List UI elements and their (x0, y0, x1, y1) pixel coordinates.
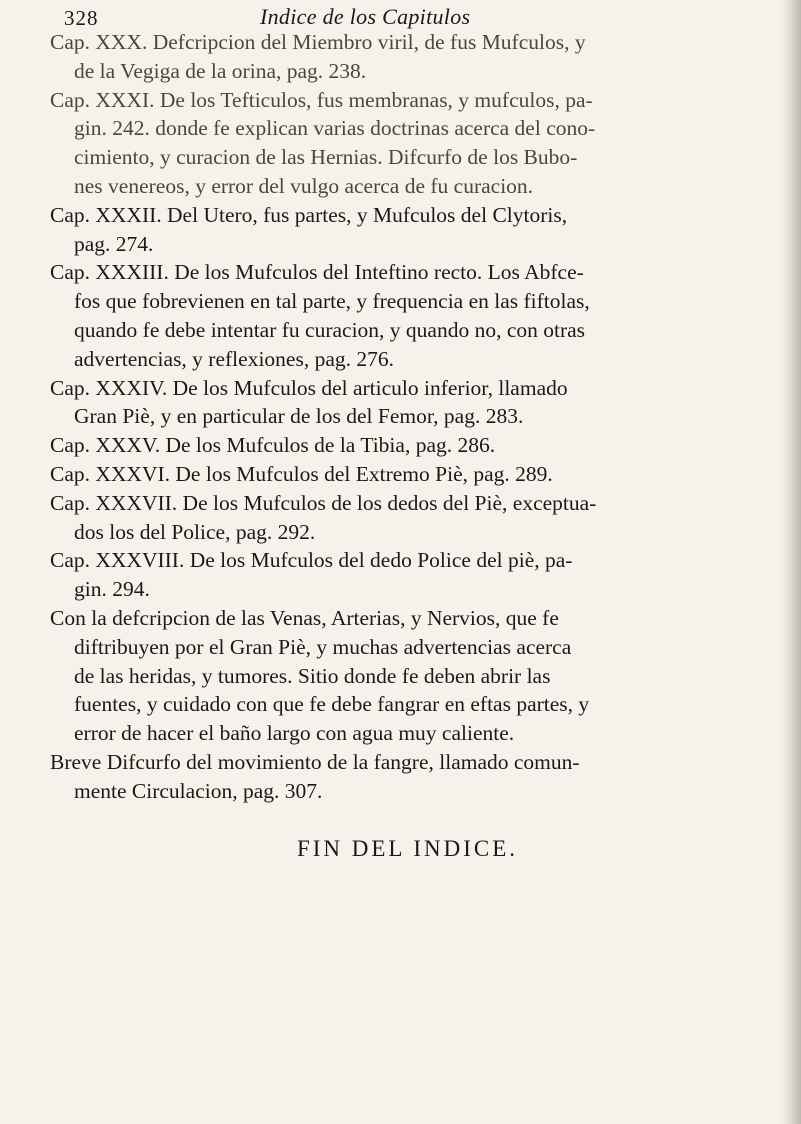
index-entry-cap-33: Cap. XXXIII. De los Mufculos del Inteftino recto. Los Abfce- fos que fobrevienen en tal parte, y frequencia en las fiftolas, quando fe debe intentar fu curacion, y quando no, con otras advertencias, y reflexiones, pag. 276. (50, 260, 590, 371)
index-entry-cap-31: Cap. XXXI. De los Tefticulos, fus membranas, y mufculos, pa- gin. 242. donde fe explican varias doctrinas acerca del cono- cimiento, y curacion de las Hernias. Difcurfo de los Bubo- nes venereos, y error del vulgo acerca de fu curacion. (50, 87, 596, 198)
index-entry-cap-35: Cap. XXXV. De los Mufculos de la Tibia, pag. 286. (50, 433, 496, 458)
chapter-index (50, 28, 775, 806)
index-entry-cap-34: Cap. XXXIV. De los Mufculos del articulo inferior, llamado Gran Piè, y en particular de los del Femor, pag. 283. (50, 375, 568, 429)
index-entry-cap-38: Cap. XXXVIII. De los Mufculos del dedo Police del piè, pa- gin. 294. (50, 548, 573, 602)
running-title: Indice de los Capitulos (260, 4, 471, 29)
index-entry-cap-36: Cap. XXXVI. De los Mufculos del Extremo Piè, pag. 289. (50, 461, 553, 486)
index-entry-cap-37: Cap. XXXVII. De los Mufculos de los dedos del Piè, exceptua- dos los del Police, pag. 292. (50, 490, 597, 544)
index-entry-cap-30: Cap. XXX. Defcripcion del Miembro viril, de fus Mufculos, y de la Vegiga de la orina, pag. 238. (50, 30, 586, 83)
index-entry-venas: Con la defcripcion de las Venas, Arterias, y Nervios, que fe diftribuyen por el Gran Piè, y muchas advertencias acerca de las heridas, y tumores. Sitio donde fe deben abrir las fuentes, y cuidado con que fe debe fangrar en eftas partes, y error de hacer el baño largo con agua muy caliente. (50, 605, 590, 746)
page-number: 328 (64, 6, 99, 30)
page-edge-shadow (779, 0, 801, 1124)
index-entry-cap-32: Cap. XXXII. Del Utero, fus partes, y Mufculos del Clytoris, pag. 274. (50, 202, 568, 256)
index-entry-circulacion: Breve Difcurfo del movimiento de la fangre, llamado comun- mente Circulacion, pag. 307. (50, 749, 580, 803)
colophon: FIN DEL INDICE. (296, 836, 519, 861)
